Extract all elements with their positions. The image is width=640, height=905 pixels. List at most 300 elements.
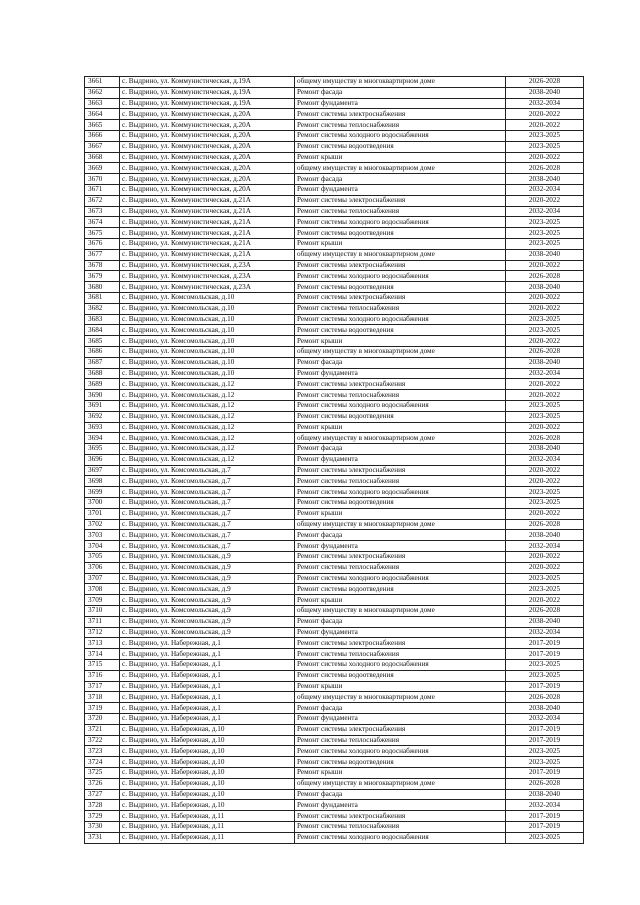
- work-type-cell: Ремонт системы электроснабжения: [295, 260, 506, 271]
- row-number-cell: 3669: [85, 163, 120, 174]
- period-cell: 2020-2022: [506, 379, 584, 390]
- period-cell: 2023-2025: [506, 670, 584, 681]
- work-type-cell: Ремонт системы теплоснабжения: [295, 562, 506, 573]
- work-type-cell: Ремонт системы теплоснабжения: [295, 390, 506, 401]
- table-row: [85, 357, 584, 368]
- address-cell: с. Выдрино, ул. Коммунистическая, д.21А: [120, 206, 295, 217]
- address-cell: с. Выдрино, ул. Комсомольская, д.9: [120, 573, 295, 584]
- address-cell: с. Выдрино, ул. Комсомольская, д.9: [120, 616, 295, 627]
- table-row: [85, 249, 584, 260]
- address-cell: с. Выдрино, ул. Коммунистическая, д.21А: [120, 217, 295, 228]
- period-cell: 2017-2019: [506, 821, 584, 832]
- period-cell: 2017-2019: [506, 638, 584, 649]
- period-cell: 2017-2019: [506, 681, 584, 692]
- period-cell: 2038-2040: [506, 703, 584, 714]
- period-cell: 2038-2040: [506, 789, 584, 800]
- work-type-cell: Ремонт фасада: [295, 616, 506, 627]
- period-cell: 2023-2025: [506, 498, 584, 509]
- row-number-cell: 3691: [85, 400, 120, 411]
- table-row: [85, 552, 584, 563]
- row-number-cell: 3717: [85, 681, 120, 692]
- work-type-cell: Ремонт крыши: [295, 595, 506, 606]
- work-type-cell: Ремонт системы водоотведения: [295, 141, 506, 152]
- period-cell: 2020-2022: [506, 303, 584, 314]
- address-cell: с. Выдрино, ул. Коммунистическая, д.20А: [120, 184, 295, 195]
- row-number-cell: 3666: [85, 130, 120, 141]
- table-row: [85, 325, 584, 336]
- address-cell: с. Выдрино, ул. Комсомольская, д.12: [120, 400, 295, 411]
- period-cell: 2017-2019: [506, 724, 584, 735]
- row-number-cell: 3719: [85, 703, 120, 714]
- work-type-cell: общему имуществу в многоквартирном доме: [295, 346, 506, 357]
- work-type-cell: Ремонт фундамента: [295, 184, 506, 195]
- table-row: [85, 141, 584, 152]
- row-number-cell: 3679: [85, 271, 120, 282]
- address-cell: с. Выдрино, ул. Коммунистическая, д.20А: [120, 174, 295, 185]
- period-cell: 2020-2022: [506, 120, 584, 131]
- table-row: [85, 109, 584, 120]
- work-type-cell: Ремонт крыши: [295, 238, 506, 249]
- table-row: [85, 130, 584, 141]
- table-row: [85, 735, 584, 746]
- address-cell: с. Выдрино, ул. Комсомольская, д.12: [120, 444, 295, 455]
- row-number-cell: 3693: [85, 422, 120, 433]
- period-cell: 2023-2025: [506, 746, 584, 757]
- period-cell: 2026-2028: [506, 519, 584, 530]
- row-number-cell: 3675: [85, 228, 120, 239]
- address-cell: с. Выдрино, ул. Комсомольская, д.12: [120, 411, 295, 422]
- table-row: [85, 508, 584, 519]
- row-number-cell: 3695: [85, 444, 120, 455]
- address-cell: с. Выдрино, ул. Набережная, д.1: [120, 703, 295, 714]
- table-row: [85, 660, 584, 671]
- row-number-cell: 3701: [85, 508, 120, 519]
- period-cell: 2032-2034: [506, 714, 584, 725]
- period-cell: 2026-2028: [506, 271, 584, 282]
- work-type-cell: общему имуществу в многоквартирном доме: [295, 519, 506, 530]
- table-row: [85, 476, 584, 487]
- period-cell: 2020-2022: [506, 422, 584, 433]
- work-type-cell: Ремонт крыши: [295, 422, 506, 433]
- period-cell: 2023-2025: [506, 584, 584, 595]
- period-cell: 2023-2025: [506, 487, 584, 498]
- work-type-cell: Ремонт системы холодного водоснабжения: [295, 573, 506, 584]
- period-cell: 2038-2040: [506, 174, 584, 185]
- period-cell: 2020-2022: [506, 552, 584, 563]
- work-type-cell: Ремонт системы теплоснабжения: [295, 206, 506, 217]
- row-number-cell: 3718: [85, 692, 120, 703]
- table-row: [85, 422, 584, 433]
- period-cell: 2020-2022: [506, 260, 584, 271]
- work-type-cell: Ремонт крыши: [295, 681, 506, 692]
- row-number-cell: 3677: [85, 249, 120, 260]
- period-cell: 2038-2040: [506, 249, 584, 260]
- row-number-cell: 3676: [85, 238, 120, 249]
- table-row: [85, 184, 584, 195]
- table-row: [85, 163, 584, 174]
- table-row: [85, 444, 584, 455]
- row-number-cell: 3711: [85, 616, 120, 627]
- period-cell: 2038-2040: [506, 282, 584, 293]
- table-row: [85, 498, 584, 509]
- row-number-cell: 3672: [85, 195, 120, 206]
- row-number-cell: 3697: [85, 465, 120, 476]
- period-cell: 2020-2022: [506, 109, 584, 120]
- table-row: [85, 238, 584, 249]
- address-cell: с. Выдрино, ул. Набережная, д.10: [120, 724, 295, 735]
- address-cell: с. Выдрино, ул. Коммунистическая, д.19А: [120, 98, 295, 109]
- period-cell: 2038-2040: [506, 87, 584, 98]
- address-cell: с. Выдрино, ул. Набережная, д.1: [120, 714, 295, 725]
- work-type-cell: Ремонт системы холодного водоснабжения: [295, 832, 506, 843]
- address-cell: с. Выдрино, ул. Набережная, д.10: [120, 789, 295, 800]
- table-row: [85, 746, 584, 757]
- period-cell: 2020-2022: [506, 465, 584, 476]
- table-row: [85, 519, 584, 530]
- row-number-cell: 3683: [85, 314, 120, 325]
- table-row: [85, 541, 584, 552]
- period-cell: 2023-2025: [506, 757, 584, 768]
- address-cell: с. Выдрино, ул. Коммунистическая, д.19А: [120, 77, 295, 88]
- address-cell: с. Выдрино, ул. Комсомольская, д.12: [120, 379, 295, 390]
- row-number-cell: 3696: [85, 454, 120, 465]
- row-number-cell: 3715: [85, 660, 120, 671]
- work-type-cell: Ремонт системы водоотведения: [295, 584, 506, 595]
- table-row: [85, 120, 584, 131]
- work-type-cell: Ремонт системы холодного водоснабжения: [295, 217, 506, 228]
- row-number-cell: 3684: [85, 325, 120, 336]
- row-number-cell: 3694: [85, 433, 120, 444]
- period-cell: 2020-2022: [506, 336, 584, 347]
- work-type-cell: Ремонт фундамента: [295, 368, 506, 379]
- work-type-cell: Ремонт системы теплоснабжения: [295, 476, 506, 487]
- row-number-cell: 3720: [85, 714, 120, 725]
- table-row: [85, 832, 584, 843]
- row-number-cell: 3708: [85, 584, 120, 595]
- table-row: [85, 217, 584, 228]
- row-number-cell: 3663: [85, 98, 120, 109]
- address-cell: с. Выдрино, ул. Комсомольская, д.7: [120, 541, 295, 552]
- period-cell: 2023-2025: [506, 228, 584, 239]
- table-row: [85, 368, 584, 379]
- address-cell: с. Выдрино, ул. Набережная, д.1: [120, 638, 295, 649]
- address-cell: с. Выдрино, ул. Набережная, д.1: [120, 660, 295, 671]
- row-number-cell: 3707: [85, 573, 120, 584]
- period-cell: 2026-2028: [506, 77, 584, 88]
- row-number-cell: 3667: [85, 141, 120, 152]
- address-cell: с. Выдрино, ул. Набережная, д.10: [120, 778, 295, 789]
- period-cell: 2026-2028: [506, 692, 584, 703]
- table-row: [85, 681, 584, 692]
- table-row: [85, 584, 584, 595]
- period-cell: 2017-2019: [506, 735, 584, 746]
- work-type-cell: Ремонт системы холодного водоснабжения: [295, 660, 506, 671]
- work-type-cell: общему имуществу в многоквартирном доме: [295, 77, 506, 88]
- address-cell: с. Выдрино, ул. Набережная, д.11: [120, 821, 295, 832]
- address-cell: с. Выдрино, ул. Набережная, д.10: [120, 746, 295, 757]
- work-type-cell: Ремонт системы электроснабжения: [295, 292, 506, 303]
- address-cell: с. Выдрино, ул. Набережная, д.11: [120, 811, 295, 822]
- period-cell: 2032-2034: [506, 627, 584, 638]
- address-cell: с. Выдрино, ул. Комсомольская, д.9: [120, 584, 295, 595]
- row-number-cell: 3716: [85, 670, 120, 681]
- period-cell: 2032-2034: [506, 206, 584, 217]
- address-cell: с. Выдрино, ул. Комсомольская, д.9: [120, 606, 295, 617]
- address-cell: с. Выдрино, ул. Комсомольская, д.10: [120, 314, 295, 325]
- row-number-cell: 3727: [85, 789, 120, 800]
- work-type-cell: Ремонт системы электроснабжения: [295, 195, 506, 206]
- table-row: [85, 670, 584, 681]
- table-row: [85, 789, 584, 800]
- work-type-cell: Ремонт фасада: [295, 444, 506, 455]
- work-type-cell: Ремонт фасада: [295, 87, 506, 98]
- row-number-cell: 3706: [85, 562, 120, 573]
- work-type-cell: Ремонт фундамента: [295, 454, 506, 465]
- work-type-cell: Ремонт фундамента: [295, 541, 506, 552]
- address-cell: с. Выдрино, ул. Комсомольская, д.7: [120, 476, 295, 487]
- address-cell: с. Выдрино, ул. Набережная, д.1: [120, 692, 295, 703]
- period-cell: 2020-2022: [506, 508, 584, 519]
- address-cell: с. Выдрино, ул. Комсомольская, д.7: [120, 508, 295, 519]
- address-cell: с. Выдрино, ул. Комсомольская, д.9: [120, 595, 295, 606]
- row-number-cell: 3705: [85, 552, 120, 563]
- table-row: [85, 195, 584, 206]
- work-type-cell: Ремонт фундамента: [295, 627, 506, 638]
- work-type-cell: Ремонт системы водоотведения: [295, 670, 506, 681]
- work-type-cell: Ремонт системы теплоснабжения: [295, 735, 506, 746]
- period-cell: 2023-2025: [506, 238, 584, 249]
- table-row: [85, 638, 584, 649]
- work-type-cell: Ремонт фундамента: [295, 714, 506, 725]
- address-cell: с. Выдрино, ул. Коммунистическая, д.20А: [120, 141, 295, 152]
- work-type-cell: Ремонт крыши: [295, 768, 506, 779]
- period-cell: 2020-2022: [506, 390, 584, 401]
- period-cell: 2017-2019: [506, 811, 584, 822]
- address-cell: с. Выдрино, ул. Коммунистическая, д.21А: [120, 228, 295, 239]
- period-cell: 2038-2040: [506, 357, 584, 368]
- work-type-cell: Ремонт системы водоотведения: [295, 757, 506, 768]
- table-row: [85, 811, 584, 822]
- row-number-cell: 3702: [85, 519, 120, 530]
- row-number-cell: 3661: [85, 77, 120, 88]
- row-number-cell: 3725: [85, 768, 120, 779]
- address-cell: с. Выдрино, ул. Комсомольская, д.10: [120, 368, 295, 379]
- work-type-cell: общему имуществу в многоквартирном доме: [295, 163, 506, 174]
- work-type-cell: Ремонт фасада: [295, 174, 506, 185]
- row-number-cell: 3670: [85, 174, 120, 185]
- address-cell: с. Выдрино, ул. Набережная, д.10: [120, 757, 295, 768]
- row-number-cell: 3680: [85, 282, 120, 293]
- row-number-cell: 3724: [85, 757, 120, 768]
- address-cell: с. Выдрино, ул. Коммунистическая, д.20А: [120, 152, 295, 163]
- work-type-cell: Ремонт системы водоотведения: [295, 411, 506, 422]
- address-cell: с. Выдрино, ул. Комсомольская, д.12: [120, 422, 295, 433]
- table-row: [85, 800, 584, 811]
- table-row: [85, 454, 584, 465]
- period-cell: 2023-2025: [506, 314, 584, 325]
- work-type-cell: Ремонт фасада: [295, 530, 506, 541]
- table-row: [85, 692, 584, 703]
- row-number-cell: 3668: [85, 152, 120, 163]
- table-row: [85, 465, 584, 476]
- period-cell: 2026-2028: [506, 163, 584, 174]
- address-cell: с. Выдрино, ул. Набережная, д.1: [120, 649, 295, 660]
- address-cell: с. Выдрино, ул. Комсомольская, д.10: [120, 346, 295, 357]
- table-row: [85, 174, 584, 185]
- address-cell: с. Выдрино, ул. Комсомольская, д.12: [120, 390, 295, 401]
- address-cell: с. Выдрино, ул. Комсомольская, д.7: [120, 530, 295, 541]
- row-number-cell: 3690: [85, 390, 120, 401]
- address-cell: с. Выдрино, ул. Комсомольская, д.9: [120, 562, 295, 573]
- table-row: [85, 271, 584, 282]
- table-body: [85, 77, 584, 844]
- period-cell: 2023-2025: [506, 411, 584, 422]
- period-cell: 2032-2034: [506, 454, 584, 465]
- row-number-cell: 3726: [85, 778, 120, 789]
- table-row: [85, 627, 584, 638]
- work-type-cell: Ремонт крыши: [295, 336, 506, 347]
- row-number-cell: 3678: [85, 260, 120, 271]
- table-row: [85, 379, 584, 390]
- row-number-cell: 3703: [85, 530, 120, 541]
- table-row: [85, 228, 584, 239]
- row-number-cell: 3689: [85, 379, 120, 390]
- row-number-cell: 3682: [85, 303, 120, 314]
- period-cell: 2017-2019: [506, 768, 584, 779]
- row-number-cell: 3687: [85, 357, 120, 368]
- address-cell: с. Выдрино, ул. Набережная, д.10: [120, 800, 295, 811]
- table-row: [85, 98, 584, 109]
- row-number-cell: 3704: [85, 541, 120, 552]
- row-number-cell: 3673: [85, 206, 120, 217]
- work-type-cell: Ремонт системы холодного водоснабжения: [295, 130, 506, 141]
- work-type-cell: Ремонт системы холодного водоснабжения: [295, 746, 506, 757]
- period-cell: 2023-2025: [506, 832, 584, 843]
- table-row: [85, 77, 584, 88]
- row-number-cell: 3731: [85, 832, 120, 843]
- row-number-cell: 3728: [85, 800, 120, 811]
- work-type-cell: Ремонт системы теплоснабжения: [295, 303, 506, 314]
- table-row: [85, 411, 584, 422]
- address-cell: с. Выдрино, ул. Комсомольская, д.12: [120, 433, 295, 444]
- address-cell: с. Выдрино, ул. Коммунистическая, д.23А: [120, 271, 295, 282]
- table-row: [85, 292, 584, 303]
- period-cell: 2023-2025: [506, 660, 584, 671]
- table-row: [85, 530, 584, 541]
- period-cell: 2026-2028: [506, 606, 584, 617]
- work-type-cell: Ремонт системы электроснабжения: [295, 379, 506, 390]
- work-type-cell: Ремонт системы теплоснабжения: [295, 821, 506, 832]
- work-type-cell: Ремонт системы электроснабжения: [295, 638, 506, 649]
- row-number-cell: 3685: [85, 336, 120, 347]
- address-cell: с. Выдрино, ул. Коммунистическая, д.20А: [120, 163, 295, 174]
- address-cell: с. Выдрино, ул. Коммунистическая, д.20А: [120, 109, 295, 120]
- work-type-cell: Ремонт системы холодного водоснабжения: [295, 400, 506, 411]
- period-cell: 2020-2022: [506, 595, 584, 606]
- work-type-cell: Ремонт системы водоотведения: [295, 228, 506, 239]
- period-cell: 2038-2040: [506, 444, 584, 455]
- address-cell: с. Выдрино, ул. Коммунистическая, д.23А: [120, 260, 295, 271]
- address-cell: с. Выдрино, ул. Комсомольская, д.10: [120, 292, 295, 303]
- period-cell: 2032-2034: [506, 800, 584, 811]
- table-row: [85, 595, 584, 606]
- address-cell: с. Выдрино, ул. Коммунистическая, д.21А: [120, 249, 295, 260]
- table-row: [85, 206, 584, 217]
- period-cell: 2023-2025: [506, 217, 584, 228]
- table-row: [85, 768, 584, 779]
- work-type-cell: Ремонт системы водоотведения: [295, 498, 506, 509]
- table-row: [85, 703, 584, 714]
- row-number-cell: 3723: [85, 746, 120, 757]
- period-cell: 2032-2034: [506, 541, 584, 552]
- table-row: [85, 314, 584, 325]
- address-cell: с. Выдрино, ул. Комсомольская, д.12: [120, 454, 295, 465]
- row-number-cell: 3729: [85, 811, 120, 822]
- row-number-cell: 3721: [85, 724, 120, 735]
- period-cell: 2023-2025: [506, 130, 584, 141]
- period-cell: 2020-2022: [506, 292, 584, 303]
- table-row: [85, 400, 584, 411]
- work-type-cell: общему имуществу в многоквартирном доме: [295, 433, 506, 444]
- work-type-cell: Ремонт системы теплоснабжения: [295, 649, 506, 660]
- period-cell: 2038-2040: [506, 616, 584, 627]
- address-cell: с. Выдрино, ул. Набережная, д.10: [120, 768, 295, 779]
- table-row: [85, 714, 584, 725]
- address-cell: с. Выдрино, ул. Комсомольская, д.9: [120, 552, 295, 563]
- address-cell: с. Выдрино, ул. Комсомольская, д.7: [120, 465, 295, 476]
- table-row: [85, 573, 584, 584]
- work-type-cell: общему имуществу в многоквартирном доме: [295, 778, 506, 789]
- work-type-cell: Ремонт системы холодного водоснабжения: [295, 314, 506, 325]
- address-cell: с. Выдрино, ул. Коммунистическая, д.20А: [120, 130, 295, 141]
- address-cell: с. Выдрино, ул. Комсомольская, д.7: [120, 498, 295, 509]
- period-cell: 2032-2034: [506, 368, 584, 379]
- period-cell: 2026-2028: [506, 778, 584, 789]
- table-row: [85, 724, 584, 735]
- row-number-cell: 3662: [85, 87, 120, 98]
- table-row: [85, 390, 584, 401]
- address-cell: с. Выдрино, ул. Набережная, д.11: [120, 832, 295, 843]
- address-cell: с. Выдрино, ул. Коммунистическая, д.21А: [120, 195, 295, 206]
- address-cell: с. Выдрино, ул. Коммунистическая, д.21А: [120, 238, 295, 249]
- period-cell: 2020-2022: [506, 152, 584, 163]
- work-type-cell: Ремонт системы электроснабжения: [295, 109, 506, 120]
- row-number-cell: 3722: [85, 735, 120, 746]
- address-cell: с. Выдрино, ул. Набережная, д.10: [120, 735, 295, 746]
- period-cell: 2020-2022: [506, 562, 584, 573]
- address-cell: с. Выдрино, ул. Комсомольская, д.10: [120, 357, 295, 368]
- row-number-cell: 3681: [85, 292, 120, 303]
- table-row: [85, 433, 584, 444]
- period-cell: 2023-2025: [506, 141, 584, 152]
- address-cell: с. Выдрино, ул. Комсомольская, д.10: [120, 303, 295, 314]
- row-number-cell: 3674: [85, 217, 120, 228]
- work-type-cell: Ремонт фасада: [295, 789, 506, 800]
- period-cell: 2032-2034: [506, 98, 584, 109]
- table-row: [85, 303, 584, 314]
- work-type-cell: Ремонт крыши: [295, 152, 506, 163]
- row-number-cell: 3699: [85, 487, 120, 498]
- address-cell: с. Выдрино, ул. Комсомольская, д.10: [120, 325, 295, 336]
- period-cell: 2017-2019: [506, 649, 584, 660]
- row-number-cell: 3700: [85, 498, 120, 509]
- table-row: [85, 346, 584, 357]
- work-type-cell: Ремонт системы электроснабжения: [295, 465, 506, 476]
- work-type-cell: Ремонт системы электроснабжения: [295, 724, 506, 735]
- address-cell: с. Выдрино, ул. Коммунистическая, д.19А: [120, 87, 295, 98]
- period-cell: 2020-2022: [506, 195, 584, 206]
- address-cell: с. Выдрино, ул. Комсомольская, д.7: [120, 519, 295, 530]
